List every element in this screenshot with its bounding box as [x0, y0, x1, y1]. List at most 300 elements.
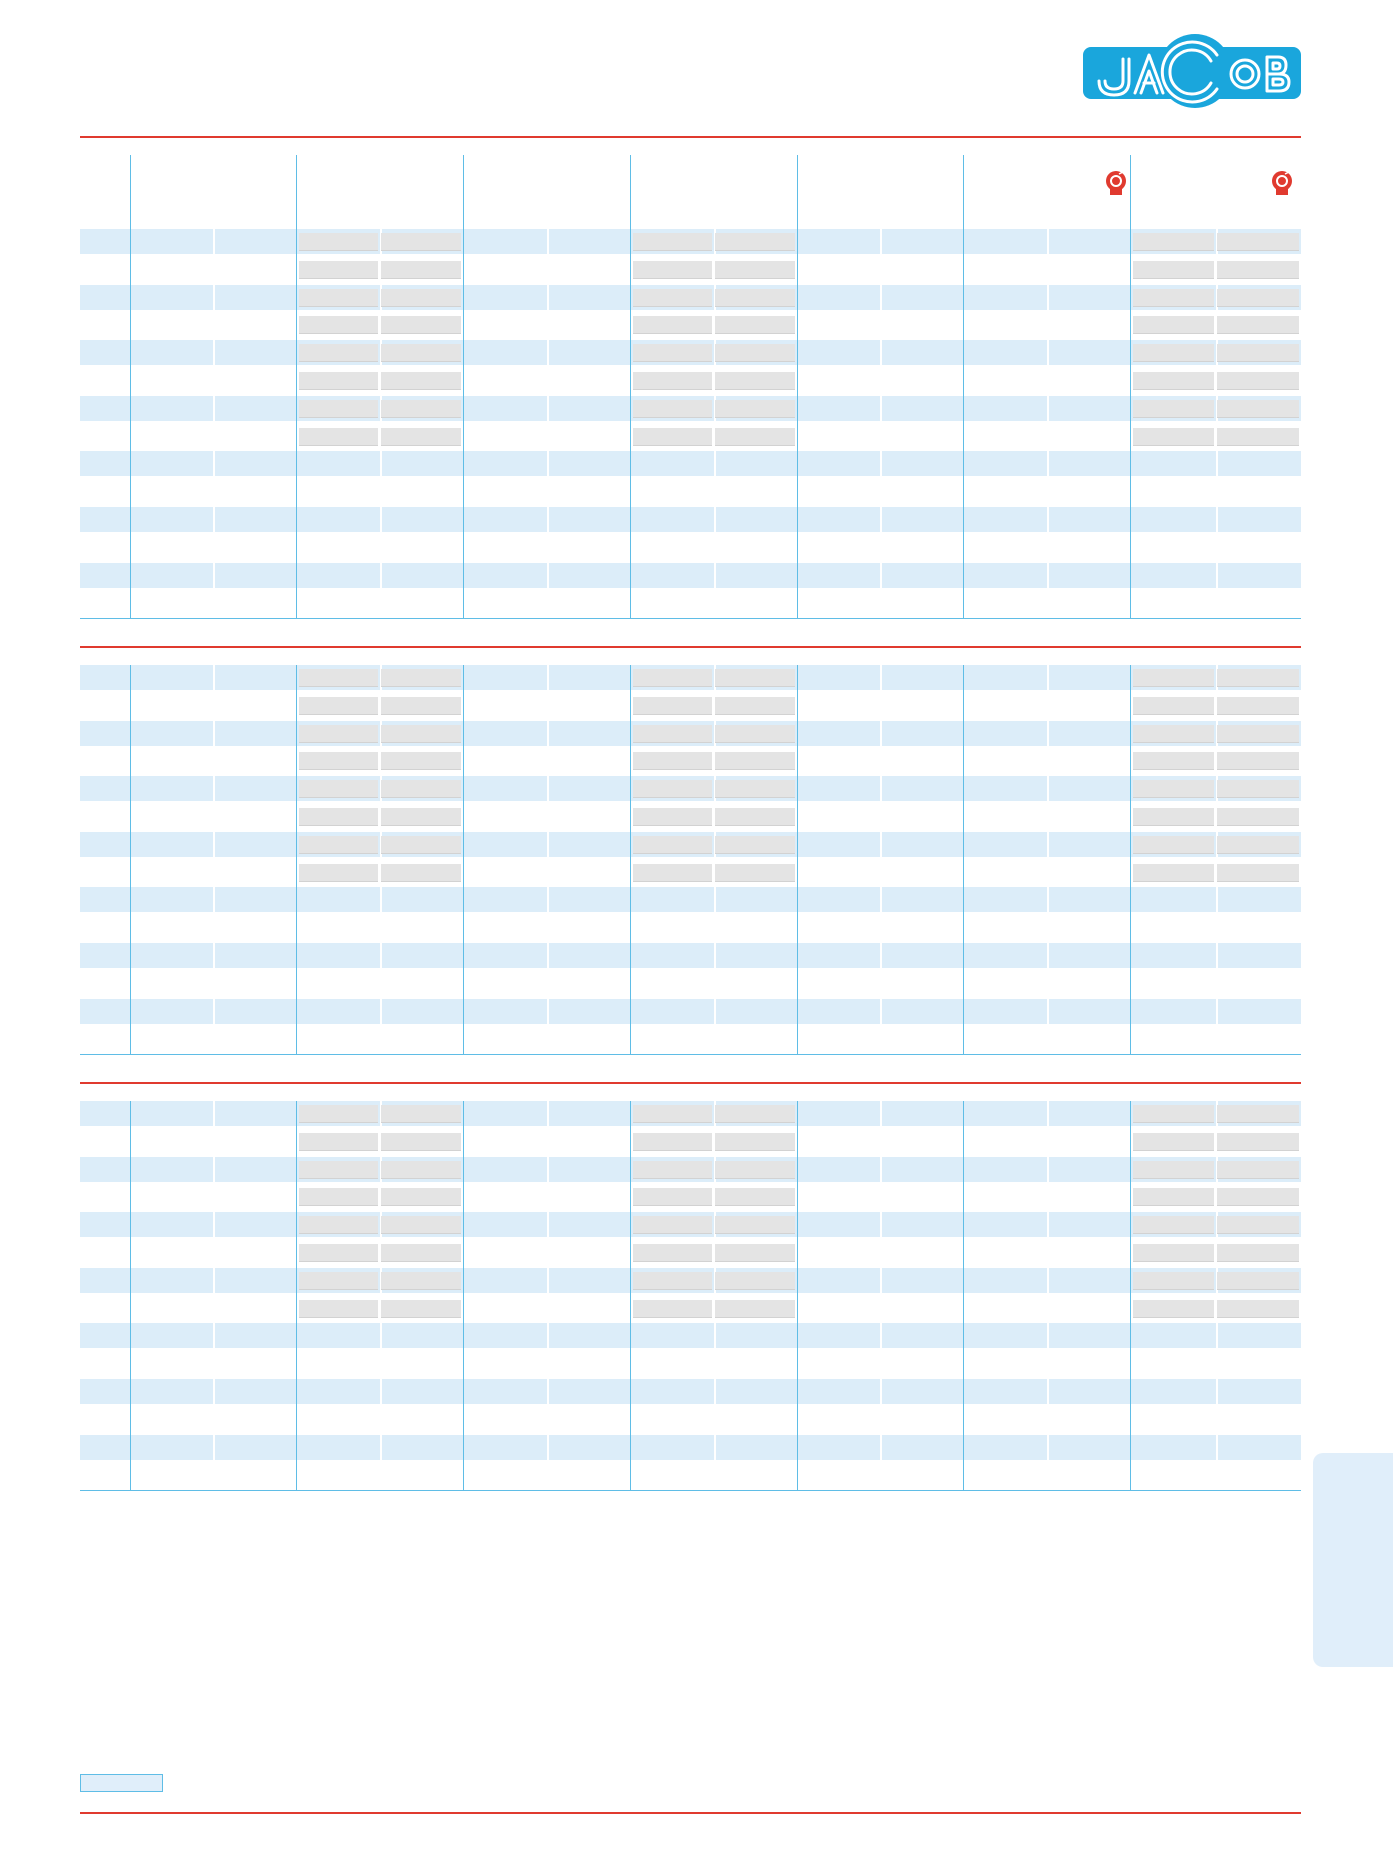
table-cell [715, 725, 795, 743]
table-cell [715, 316, 795, 334]
cell-divider [880, 887, 882, 912]
cell-divider [1047, 776, 1049, 801]
table-cell [299, 836, 378, 854]
cell-divider [714, 563, 716, 588]
cell-divider [380, 943, 382, 968]
section-divider [80, 646, 1301, 648]
column-divider [463, 1101, 464, 1490]
table-cell [299, 697, 378, 715]
table-cell [715, 836, 795, 854]
cell-divider [547, 1435, 549, 1460]
table-cell [1133, 316, 1214, 334]
table-cell [381, 780, 461, 798]
table-cell [1133, 372, 1214, 390]
cell-divider [1216, 507, 1218, 532]
cell-divider [1047, 665, 1049, 690]
cell-divider [880, 943, 882, 968]
column-divider [797, 155, 798, 618]
table-cell [1217, 372, 1299, 390]
cell-divider [1047, 1101, 1049, 1126]
cell-divider [714, 1323, 716, 1348]
table-cell [633, 1188, 712, 1206]
cell-divider [1216, 887, 1218, 912]
column-divider [130, 665, 131, 1054]
cell-divider [547, 832, 549, 857]
table-cell [1217, 780, 1299, 798]
table-cell [299, 233, 378, 251]
table-cell [299, 1188, 378, 1206]
cell-divider [380, 1323, 382, 1348]
column-divider [463, 665, 464, 1054]
cell-divider [213, 340, 215, 365]
cell-divider [1047, 563, 1049, 588]
spec-table [80, 229, 1301, 618]
table-cell [715, 1300, 795, 1318]
spec-table [80, 1101, 1301, 1490]
table-cell [715, 697, 795, 715]
table-cell [1217, 725, 1299, 743]
table-cell [715, 261, 795, 279]
table-cell [381, 864, 461, 882]
cell-divider [714, 999, 716, 1024]
footer-divider [80, 1812, 1301, 1814]
chapter-side-tab[interactable] [1313, 1453, 1393, 1667]
table-cell [715, 1133, 795, 1151]
table-cell [299, 1300, 378, 1318]
table-bottom-border [80, 618, 1301, 619]
table-cell [1217, 808, 1299, 826]
cell-divider [547, 229, 549, 254]
cell-divider [213, 999, 215, 1024]
table-cell [381, 233, 461, 251]
cell-divider [547, 1101, 549, 1126]
table-cell [715, 1188, 795, 1206]
cell-divider [714, 451, 716, 476]
cell-divider [880, 1379, 882, 1404]
cell-divider [1047, 832, 1049, 857]
cell-divider [1047, 1323, 1049, 1348]
table-cell [633, 697, 712, 715]
table-cell [381, 1161, 461, 1179]
column-divider [130, 1101, 131, 1490]
cell-divider [880, 229, 882, 254]
cell-divider [380, 451, 382, 476]
table-cell [715, 1272, 795, 1290]
cell-divider [1216, 563, 1218, 588]
column-divider [963, 1101, 964, 1490]
table-cell [1133, 1244, 1214, 1262]
table-cell [381, 372, 461, 390]
table-cell [715, 752, 795, 770]
cell-divider [1047, 1379, 1049, 1404]
cell-divider [880, 563, 882, 588]
cell-divider [380, 1379, 382, 1404]
page-number-box [80, 1774, 163, 1792]
cell-divider [1047, 721, 1049, 746]
cell-divider [1216, 943, 1218, 968]
table-cell [633, 836, 712, 854]
table-cell [299, 1272, 378, 1290]
cell-divider [880, 507, 882, 532]
cell-divider [547, 665, 549, 690]
cell-divider [213, 396, 215, 421]
table-cell [381, 316, 461, 334]
table-cell [633, 1105, 712, 1123]
table-cell [381, 289, 461, 307]
table-cell [1217, 1161, 1299, 1179]
table-cell [1217, 836, 1299, 854]
cell-divider [547, 563, 549, 588]
table-cell [1133, 725, 1214, 743]
table-cell [1133, 752, 1214, 770]
column-divider [296, 155, 297, 618]
cell-divider [1047, 396, 1049, 421]
table-cell [715, 1161, 795, 1179]
spec-table [80, 665, 1301, 1054]
cell-divider [1216, 1435, 1218, 1460]
table-cell [715, 372, 795, 390]
cell-divider [1047, 1435, 1049, 1460]
table-row [80, 999, 1301, 1024]
table-cell [633, 261, 712, 279]
table-row [80, 887, 1301, 912]
cell-divider [547, 1323, 549, 1348]
cell-divider [547, 943, 549, 968]
table-cell [1133, 1216, 1214, 1234]
table-cell [633, 1244, 712, 1262]
table-cell [1133, 400, 1214, 418]
cell-divider [547, 887, 549, 912]
cell-divider [380, 999, 382, 1024]
column-divider [463, 155, 464, 618]
table-cell [633, 1300, 712, 1318]
table-cell [299, 669, 378, 687]
table-cell [633, 780, 712, 798]
table-cell [715, 1244, 795, 1262]
cell-divider [880, 776, 882, 801]
cell-divider [1047, 1268, 1049, 1293]
cell-divider [880, 999, 882, 1024]
table-cell [299, 289, 378, 307]
table-cell [299, 864, 378, 882]
table-cell [381, 669, 461, 687]
table-cell [381, 261, 461, 279]
table-cell [1217, 864, 1299, 882]
table-cell [633, 1272, 712, 1290]
table-cell [1133, 669, 1214, 687]
table-row [80, 1435, 1301, 1460]
table-cell [1133, 1188, 1214, 1206]
cell-divider [1216, 1379, 1218, 1404]
cell-divider [1047, 1157, 1049, 1182]
table-row [80, 1379, 1301, 1404]
certification-badge-icon [1105, 170, 1127, 196]
cell-divider [213, 832, 215, 857]
table-cell [1133, 1133, 1214, 1151]
cell-divider [213, 1323, 215, 1348]
cell-divider [213, 1268, 215, 1293]
table-cell [381, 1272, 461, 1290]
table-cell [381, 836, 461, 854]
table-cell [1217, 344, 1299, 362]
table-cell [715, 808, 795, 826]
column-divider [1130, 1101, 1131, 1490]
cell-divider [213, 563, 215, 588]
table-cell [1133, 697, 1214, 715]
table-cell [299, 1216, 378, 1234]
table-row [80, 943, 1301, 968]
table-cell [381, 1244, 461, 1262]
table-cell [1133, 1272, 1214, 1290]
table-cell [633, 725, 712, 743]
cell-divider [213, 1101, 215, 1126]
table-cell [1133, 808, 1214, 826]
column-divider [296, 665, 297, 1054]
column-divider [296, 1101, 297, 1490]
table-cell [715, 400, 795, 418]
cell-divider [880, 1435, 882, 1460]
cell-divider [1047, 285, 1049, 310]
cell-divider [547, 507, 549, 532]
table-cell [1217, 261, 1299, 279]
table-cell [381, 1300, 461, 1318]
cell-divider [547, 1157, 549, 1182]
cell-divider [213, 943, 215, 968]
table-cell [1217, 1188, 1299, 1206]
table-cell [715, 233, 795, 251]
table-cell [299, 400, 378, 418]
table-cell [299, 1105, 378, 1123]
table-cell [1133, 344, 1214, 362]
certification-badge-icon [1271, 170, 1293, 196]
cell-divider [880, 1101, 882, 1126]
cell-divider [1047, 507, 1049, 532]
cell-divider [213, 1157, 215, 1182]
table-cell [1133, 289, 1214, 307]
table-cell [299, 261, 378, 279]
table-cell [381, 1216, 461, 1234]
cell-divider [380, 887, 382, 912]
table-cell [1217, 697, 1299, 715]
table-cell [299, 1244, 378, 1262]
cell-divider [547, 451, 549, 476]
table-cell [1217, 289, 1299, 307]
jacob-logo [1083, 33, 1301, 109]
table-row [80, 563, 1301, 588]
table-bottom-border [80, 1490, 1301, 1491]
cell-divider [213, 507, 215, 532]
table-cell [715, 428, 795, 446]
section-divider [80, 1082, 1301, 1084]
table-cell [633, 400, 712, 418]
cell-divider [880, 721, 882, 746]
table-cell [1217, 752, 1299, 770]
cell-divider [213, 1379, 215, 1404]
table-cell [633, 864, 712, 882]
cell-divider [1047, 451, 1049, 476]
table-cell [715, 1105, 795, 1123]
cell-divider [1047, 229, 1049, 254]
table-cell [1217, 1216, 1299, 1234]
table-cell [1133, 780, 1214, 798]
table-cell [633, 344, 712, 362]
column-divider [797, 1101, 798, 1490]
cell-divider [1047, 999, 1049, 1024]
table-cell [381, 1133, 461, 1151]
cell-divider [880, 1157, 882, 1182]
cell-divider [213, 776, 215, 801]
table-cell [1133, 428, 1214, 446]
table-cell [715, 1216, 795, 1234]
table-cell [299, 725, 378, 743]
cell-divider [714, 887, 716, 912]
table-cell [1217, 428, 1299, 446]
table-cell [299, 780, 378, 798]
table-row [80, 451, 1301, 476]
cell-divider [714, 1379, 716, 1404]
table-cell [381, 428, 461, 446]
column-divider [630, 665, 631, 1054]
column-divider [630, 155, 631, 618]
table-cell [1217, 1272, 1299, 1290]
table-row [80, 1323, 1301, 1348]
table-cell [1217, 233, 1299, 251]
cell-divider [1047, 887, 1049, 912]
cell-divider [380, 507, 382, 532]
table-cell [299, 316, 378, 334]
table-cell [381, 752, 461, 770]
cell-divider [380, 1435, 382, 1460]
table-cell [1217, 316, 1299, 334]
table-cell [381, 1188, 461, 1206]
cell-divider [1047, 1212, 1049, 1237]
table-cell [381, 725, 461, 743]
table-cell [633, 372, 712, 390]
table-cell [1133, 233, 1214, 251]
table-cell [715, 864, 795, 882]
cell-divider [880, 1323, 882, 1348]
cell-divider [880, 832, 882, 857]
cell-divider [213, 887, 215, 912]
table-bottom-border [80, 1054, 1301, 1055]
cell-divider [1047, 340, 1049, 365]
table-cell [299, 752, 378, 770]
table-cell [1217, 1244, 1299, 1262]
cell-divider [880, 285, 882, 310]
table-cell [633, 316, 712, 334]
table-cell [299, 1133, 378, 1151]
cell-divider [1047, 943, 1049, 968]
table-cell [381, 400, 461, 418]
cell-divider [880, 1268, 882, 1293]
cell-divider [547, 285, 549, 310]
table-cell [633, 808, 712, 826]
table-cell [715, 344, 795, 362]
cell-divider [1216, 999, 1218, 1024]
cell-divider [213, 1212, 215, 1237]
cell-divider [547, 776, 549, 801]
table-cell [633, 1216, 712, 1234]
column-divider [1130, 665, 1131, 1054]
cell-divider [880, 451, 882, 476]
table-cell [1217, 400, 1299, 418]
column-divider [130, 155, 131, 618]
table-cell [1217, 1133, 1299, 1151]
cell-divider [380, 563, 382, 588]
column-divider [963, 665, 964, 1054]
table-cell [633, 233, 712, 251]
table-cell [1133, 836, 1214, 854]
table-cell [1133, 1300, 1214, 1318]
table-cell [299, 372, 378, 390]
table-cell [1133, 261, 1214, 279]
cell-divider [213, 285, 215, 310]
table-cell [633, 1133, 712, 1151]
table-cell [715, 780, 795, 798]
cell-divider [547, 721, 549, 746]
table-cell [381, 344, 461, 362]
cell-divider [213, 1435, 215, 1460]
cell-divider [714, 507, 716, 532]
table-cell [1217, 669, 1299, 687]
table-cell [1133, 864, 1214, 882]
table-cell [1133, 1105, 1214, 1123]
table-cell [381, 808, 461, 826]
table-cell [381, 697, 461, 715]
table-cell [299, 344, 378, 362]
cell-divider [547, 1212, 549, 1237]
table-cell [633, 289, 712, 307]
table-cell [1133, 1161, 1214, 1179]
table-cell [299, 428, 378, 446]
table-cell [381, 1105, 461, 1123]
table-cell [299, 808, 378, 826]
table-cell [633, 669, 712, 687]
table-row [80, 507, 1301, 532]
table-cell [715, 669, 795, 687]
table-cell [633, 1161, 712, 1179]
cell-divider [547, 1379, 549, 1404]
column-divider [797, 665, 798, 1054]
column-divider [630, 1101, 631, 1490]
cell-divider [714, 943, 716, 968]
cell-divider [213, 665, 215, 690]
cell-divider [213, 721, 215, 746]
table-cell [299, 1161, 378, 1179]
cell-divider [880, 396, 882, 421]
table-cell [633, 752, 712, 770]
cell-divider [1216, 451, 1218, 476]
table-cell [1217, 1105, 1299, 1123]
cell-divider [547, 396, 549, 421]
cell-divider [547, 340, 549, 365]
column-divider [963, 155, 964, 618]
cell-divider [880, 665, 882, 690]
cell-divider [880, 340, 882, 365]
table-cell [1217, 1300, 1299, 1318]
header-divider [80, 136, 1301, 138]
cell-divider [547, 1268, 549, 1293]
cell-divider [880, 1212, 882, 1237]
cell-divider [213, 229, 215, 254]
cell-divider [213, 451, 215, 476]
cell-divider [714, 1435, 716, 1460]
cell-divider [1216, 1323, 1218, 1348]
table-cell [715, 289, 795, 307]
cell-divider [547, 999, 549, 1024]
table-cell [633, 428, 712, 446]
column-divider [1130, 155, 1131, 618]
